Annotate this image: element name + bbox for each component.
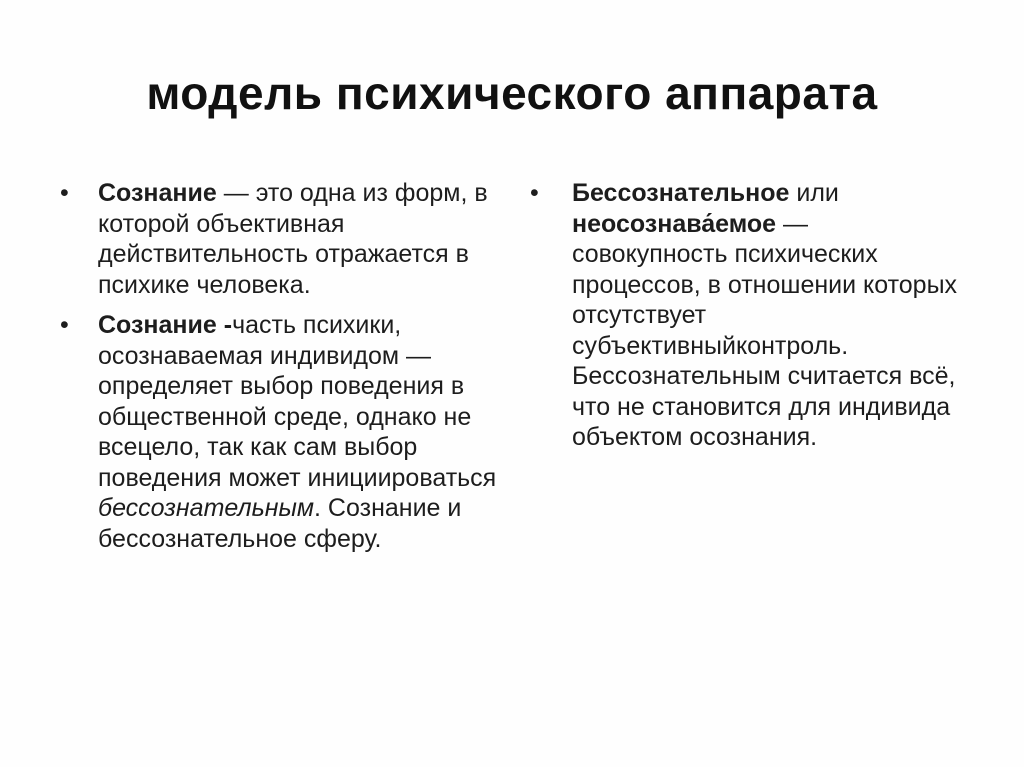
definition-text: — совокупность психических процессов, в отношении которых отсутствует субъективныйконтроль. Бессознательным считается всё, что не становится для индивида объектом осознания. (572, 209, 958, 451)
definition-text: . Сознание и бессознательное сферу. (98, 494, 462, 553)
bullet-item (530, 178, 970, 453)
bullet-item (60, 178, 500, 300)
bullet-dot: • (60, 179, 69, 207)
emphasis-text: бессознательным (98, 494, 315, 522)
bullet-dot: • (530, 179, 539, 207)
term: Сознание - (98, 311, 233, 339)
term: Бессознательное (572, 179, 790, 207)
bullet-item (60, 310, 500, 554)
definition-text: — это одна из форм, в которой объективная действительность отражается в психике человека. (98, 179, 488, 299)
term: неосознава́емое (572, 209, 777, 238)
left-column (60, 178, 500, 564)
right-column (530, 178, 970, 463)
bullet-dot: • (60, 311, 69, 339)
connector-text: или (789, 179, 839, 207)
slide-title: модель психического аппарата (146, 67, 878, 119)
definition-text: часть психики, осознаваемая индивидом — определяет выбор поведения в общественной среде, однако не всецело, так как сам выбор поведения может инициироваться (98, 311, 497, 492)
term: Сознание (98, 179, 217, 207)
